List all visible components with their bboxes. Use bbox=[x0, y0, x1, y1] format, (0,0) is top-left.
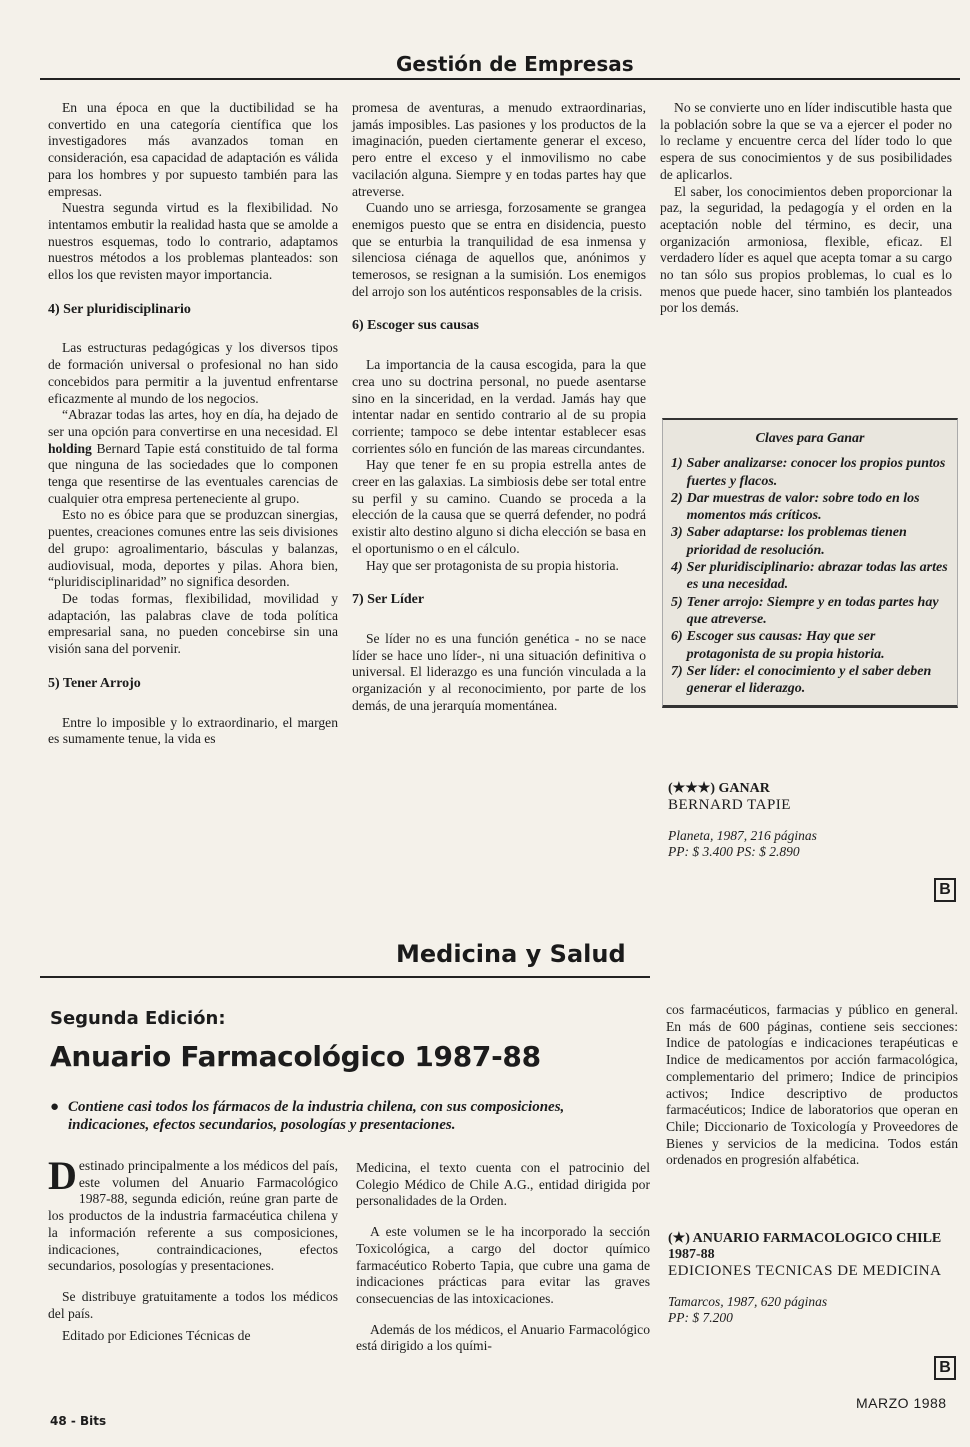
section-header-medicina: Medicina y Salud bbox=[396, 940, 626, 968]
ref-price: PP: $ 3.400 PS: $ 2.890 bbox=[668, 844, 800, 859]
item-text: Ser pluridisciplinario: abrazar todas las artes es una necesidad. bbox=[686, 560, 948, 593]
section-header-gestion: Gestión de Empresas bbox=[396, 52, 634, 76]
paragraph: cos farmacéuticos, farmacias y público en general. En más de 600 páginas, contiene seis secciones: Indice de patologías e indicaciones terapéuticas e Indice de medicamentos por acción farmacológica, complementario del primero; Indice de principios activos; Indice descriptivo de productos farmacéuticos; Indice de laboratorios que operan en Chile; Diccionario de Toxicología y Proveedores de Bienes y servicios de la medicina. Todos están ordenados en progresión alfabética. bbox=[666, 1002, 958, 1168]
bullet-icon: ● bbox=[50, 1099, 60, 1115]
box-list-item bbox=[671, 559, 949, 594]
rating-badge: B bbox=[934, 1356, 956, 1380]
box-list bbox=[671, 455, 949, 697]
paragraph: Además de los médicos, el Anuario Farmacológico está dirigido a los quími- bbox=[356, 1321, 650, 1354]
item-number: 3) bbox=[671, 525, 683, 541]
ref-rating-title: (★) ANUARIO FARMACOLOGICO CHILE 1987-88 bbox=[668, 1231, 942, 1262]
item-text: Tener arrojo: Siempre y en todas partes hay que atreverse. bbox=[686, 594, 939, 627]
item-text: Saber adaptarse: los problemas tienen prioridad de resolución. bbox=[686, 525, 907, 558]
paragraph: La importancia de la causa escogida, para la que crea uno su doctrina personal, no puede asentarse sino en la sinceridad, en la verdad. Jamás hay que intentar nadar en sentido contrario al de su propia corriente; tampoco se debe intentar establecer esas corrientes sólo en función de las mareas circundantes. bbox=[352, 357, 646, 456]
issue-date: MARZO 1988 bbox=[856, 1395, 947, 1411]
item-number: 2) bbox=[671, 490, 683, 506]
paragraph bbox=[48, 1153, 338, 1275]
ref-publisher: Tamarcos, 1987, 620 páginas bbox=[668, 1294, 828, 1309]
paragraph: Hay que ser protagonista de su propia historia. bbox=[366, 557, 619, 573]
paragraph: promesa de aventuras, a menudo extraordinarias, jamás imposibles. Las pasiones y los productos de la imaginación, pueden ciertamente generar el exceso, pero entre el exceso y el inmovilismo no cabe vacilación alguna. Siempre y en todas partes hay que atreverse. bbox=[352, 100, 646, 199]
box-list-item bbox=[671, 490, 949, 525]
item-number: 5) bbox=[671, 594, 683, 610]
paragraph: Cuando uno se arriesga, forzosamente se grangea enemigos puesto que se entra en disidencia, puesto que se enturbia la tranquilidad de esa inmensa y silenciosa ciénaga de aquellos que, anónimos y temerosos, se resignan a la sumisión. Los enemigos del arrojo son los auténticos responsables de la crisis. bbox=[352, 200, 646, 299]
article-headline: Anuario Farmacológico 1987-88 bbox=[50, 1040, 541, 1073]
item-text: Escoger sus causas: Hay que ser protagonista de su propia historia. bbox=[686, 629, 885, 662]
article-column-1 bbox=[48, 100, 338, 748]
dropcap: D bbox=[48, 1153, 77, 1198]
item-number: 4) bbox=[671, 560, 683, 576]
article-column-3 bbox=[666, 1002, 958, 1169]
item-text: Dar muestras de valor: sobre todo en los momentos más críticos. bbox=[686, 490, 920, 524]
header-rule bbox=[40, 78, 960, 80]
paragraph: En una época en que la ductibilidad se ha convertido en una categoría científica que los investigadores más avanzados toman en consideración, esa capacidad de adaptación es válida para los hombres y por supuesto también para las empresas. bbox=[48, 100, 338, 199]
ref-rating-title: (★★★) GANAR bbox=[668, 781, 770, 796]
paragraph: De todas formas, flexibilidad, movilidad y adaptación, las palabras clave de toda política empresarial sana, no pueden concebirse sin una visión sana del porvenir. bbox=[48, 590, 338, 657]
claves-box bbox=[662, 418, 958, 708]
subheading: 6) Escoger sus causas bbox=[352, 318, 479, 334]
text-span: estinado principalmente a los médicos del país, este volumen del Anuario Farmacológico 1987-88, segunda edición, reúne gran parte de los productos de la industria farmacéutica chilena y la información referente a sus composiciones, indicaciones, contraindicaciones, efectos secundarios, posologías y presentaciones. bbox=[48, 1158, 338, 1274]
subheading: 7) Ser Líder bbox=[352, 592, 425, 608]
paragraph: No se convierte uno en líder indiscutible hasta que la población sobre la que se va a ejercer el poder no lo reclame y encuentre cerca del líder todo lo que espera de sus conocimientos y de sus posibilidades de aplicarlos. bbox=[660, 100, 952, 182]
book-reference bbox=[668, 1230, 953, 1326]
ref-price: PP: $ 7.200 bbox=[668, 1310, 733, 1325]
item-number: 1) bbox=[671, 456, 683, 472]
paragraph bbox=[48, 407, 338, 507]
article-column-2 bbox=[352, 100, 646, 715]
article-column-2 bbox=[356, 1160, 650, 1355]
paragraph: Nuestra segunda virtud es la flexibilidad. No intentamos embutir la realidad hasta que se amolde a nuestros esquemas, todo lo contrario, adaptamos nuestros métodos a los problemas planteados: son ellos los que revisten mayor importancia. bbox=[48, 200, 338, 283]
subheading: 4) Ser pluridisciplinario bbox=[48, 301, 191, 317]
paragraph: Hay que tener fe en su propia estrella antes de creer en las galaxias. La simbiosis debe ser total entre su perfil y su camino. Cuando se proceda a la elección de la causa que se querrá defender, no podrá existir alto destino alguno si dicha elección se basa en el oportunismo o en el cálculo. bbox=[352, 457, 646, 556]
article-kicker: Segunda Edición: bbox=[50, 1008, 226, 1029]
subheading: 5) Tener Arrojo bbox=[48, 675, 141, 691]
deck-text: Contiene casi todos los fármacos de la industria chilena, con sus composiciones, indicaciones, efectos secundarios, posologías y presentaciones. bbox=[68, 1099, 565, 1133]
paragraph: Editado por Ediciones Técnicas de bbox=[62, 1328, 251, 1344]
paragraph: Las estructuras pedagógicas y los diversos tipos de formación universal o profesional no han sido concebidos para permitir a la juventud enfrentarse eficazmente al mundo de los negocios. bbox=[48, 340, 338, 406]
paragraph: El saber, los conocimientos deben proporcionar la paz, la seguridad, la pedagogía y el orden en la aceptación noble del término, es decir, una organización armoniosa, flexible, eficaz. El verdadero líder es aquel que acepta tomar a su cargo no tan sólo sus propios problemas, lo cual es lo menos que puede hacer, sino también los planteados por los demás. bbox=[660, 183, 952, 316]
bold-term: holding bbox=[48, 440, 92, 456]
item-text: Saber analizarse: conocer los propios puntos fuertes y flacos. bbox=[686, 456, 946, 489]
paragraph: Entre lo imposible y lo extraordinario, el margen es sumamente tenue, la vida es bbox=[48, 714, 338, 747]
article-deck bbox=[50, 1098, 638, 1134]
page-number: 48 - Bits bbox=[50, 1414, 107, 1428]
paragraph: Se distribuye gratuitamente a todos los médicos del país. bbox=[48, 1288, 338, 1321]
header-rule bbox=[40, 976, 650, 978]
text-span: Bernard Tapie está constituido de tal forma que ninguna de las sociedades que lo componen tenga que resentirse de las eventuales carencias de cualquier otra empresa perteneciente al grupo. bbox=[48, 440, 338, 506]
box-list-item bbox=[671, 628, 949, 663]
paragraph: Esto no es óbice para que se produzcan sinergias, puentes, creaciones comunes entre las seis divisiones del grupo: agroalimentario, básculas y balanzas, audiovisual, moda, deportes y pilas. Ahora bien, “pluridisciplinaridad” no significa desorden. bbox=[48, 507, 338, 590]
ref-author: BERNARD TAPIE bbox=[668, 797, 791, 813]
rating-badge: B bbox=[934, 878, 956, 902]
paragraph: A este volumen se le ha incorporado la sección Toxicológica, a cargo del doctor químico farmacéutico Roberto Tapia, que cubre una gama de indicaciones prácticas para evitar las graves consecuencias de las intoxicaciones. bbox=[356, 1224, 650, 1306]
paragraph: Se líder no es una función genética - no se nace líder se hace uno líder-, ni una situación definitiva o universal. El liderazgo es una función vinculada a la organización y al reconocimiento, por parte de los demás, de una jerarquía momentánea. bbox=[352, 630, 646, 713]
item-number: 6) bbox=[671, 629, 683, 645]
article-column-3 bbox=[660, 100, 952, 317]
box-list-item bbox=[671, 594, 949, 629]
box-list-item bbox=[671, 663, 949, 698]
item-text: Ser líder: el conocimiento y el saber deben generar el liderazgo. bbox=[686, 663, 932, 697]
paragraph: Medicina, el texto cuenta con el patrocinio del Colegio Médico de Chile A.G., entidad dirigida por personalidades de la Orden. bbox=[356, 1160, 650, 1209]
box-list-item bbox=[671, 524, 949, 559]
article-column-1 bbox=[48, 1153, 338, 1345]
box-list-item bbox=[671, 455, 949, 490]
ref-publisher: Planeta, 1987, 216 páginas bbox=[668, 828, 817, 843]
box-title: Claves para Ganar bbox=[755, 431, 865, 446]
text-span: “Abrazar todas las artes, hoy en día, ha dejado de ser una opción para convertirse en una necesidad. El bbox=[48, 407, 338, 439]
book-reference bbox=[668, 780, 953, 860]
ref-publisher-name: EDICIONES TECNICAS DE MEDICINA bbox=[668, 1263, 942, 1279]
item-number: 7) bbox=[671, 663, 683, 679]
